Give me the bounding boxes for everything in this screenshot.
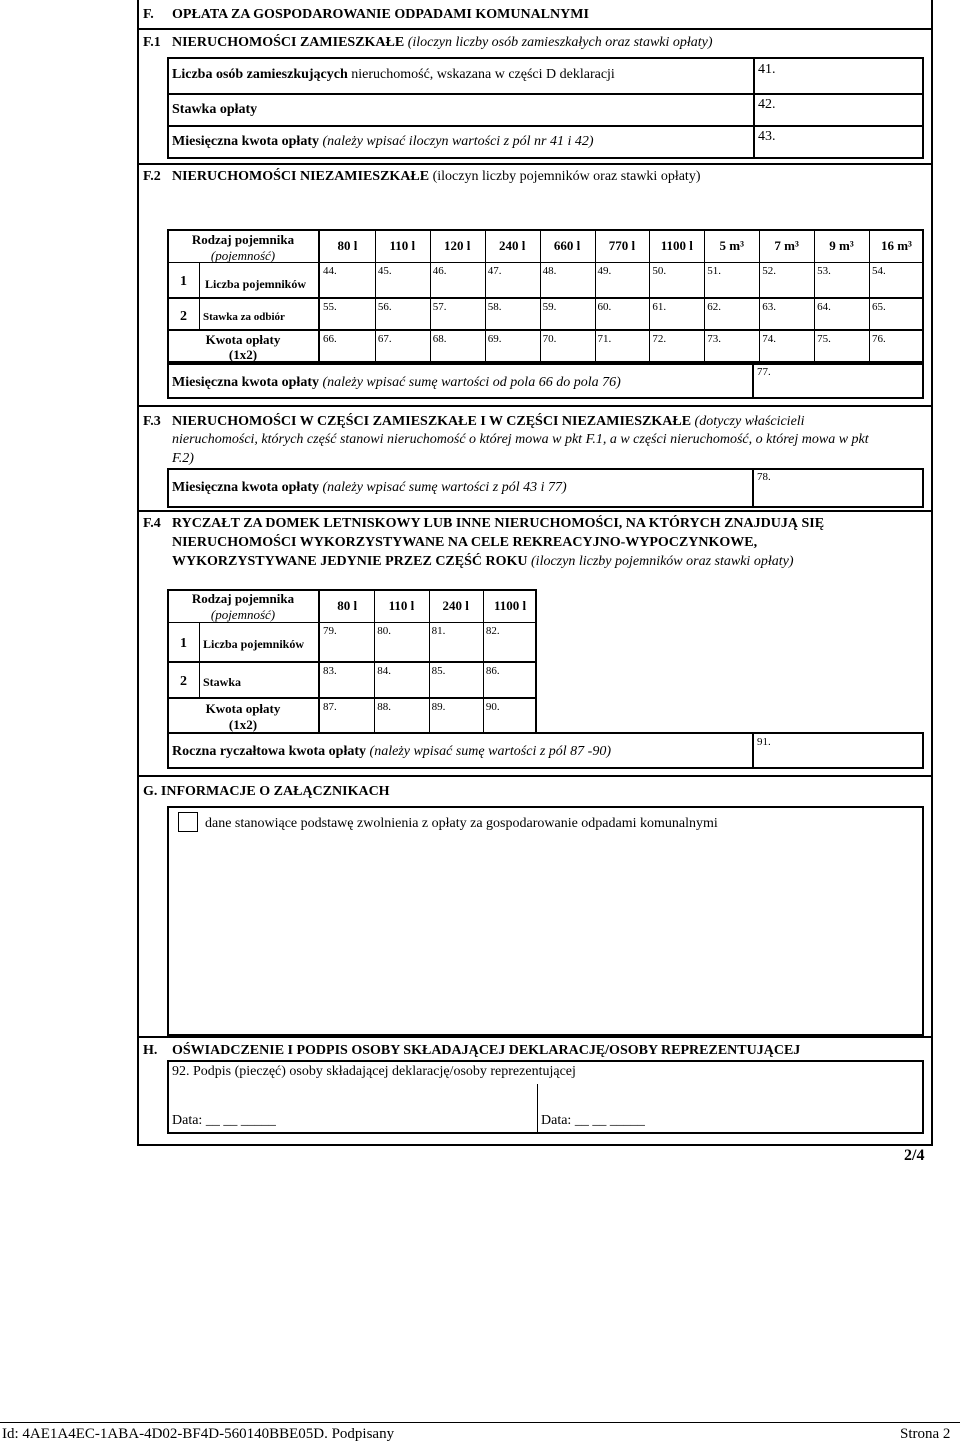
f3-sum-label <box>172 480 567 496</box>
row2-number: 2 <box>180 309 187 324</box>
f4-row-divider <box>167 697 537 699</box>
f4-row3-sub: (1x2) <box>228 717 258 732</box>
f4-row1-label: Liczba pojemników <box>203 637 305 651</box>
f2-field-number: 64. <box>817 301 831 313</box>
f1-field-number: 41. <box>758 62 776 77</box>
row3-sub: (1x2) <box>228 347 258 362</box>
f2-sum-hint: (należy wpisać sumę wartości od pola 66 do pola 76) <box>318 375 621 390</box>
f1-row-divider <box>167 93 924 95</box>
section-f1-subtitle: (iloczyn liczby osób zamieszkałych oraz stawki opłaty) <box>407 35 713 50</box>
f2-value-input[interactable] <box>377 345 428 361</box>
section-f4-title3: WYKORZYSTYWANE JEDYNIE PRZEZ CZĘŚĆ ROKU <box>172 554 528 569</box>
f4-pojemnosc-label: (pojemność) <box>210 607 276 622</box>
f4-value-input[interactable] <box>431 637 481 655</box>
rodzaj-label: Rodzaj pojemnika <box>191 232 295 247</box>
f2-field-number: 73. <box>707 333 722 345</box>
signature-divider <box>537 1084 538 1134</box>
f2-field-number: 63. <box>762 301 776 313</box>
persons-count-input[interactable] <box>790 60 920 90</box>
f2-num-divider <box>199 262 200 329</box>
f2-sum-divider <box>752 363 754 399</box>
f2-size-header: 7 m³ <box>774 238 799 253</box>
f4-num-divider <box>199 622 200 697</box>
f2-size-header: 120 l <box>444 238 471 253</box>
f4-value-input[interactable] <box>431 713 481 731</box>
f2-size-header: 240 l <box>498 238 526 253</box>
f4-rodzaj-label: Rodzaj pojemnika <box>191 591 295 606</box>
f2-value-input[interactable] <box>816 345 867 361</box>
signature-field-label: 92. Podpis (pieczęć) osoby składającej deklarację/osoby reprezentującej <box>172 1064 576 1079</box>
f1-field-number: 43. <box>758 129 776 144</box>
f2-value-input[interactable] <box>432 345 483 361</box>
signature-input-right[interactable] <box>541 1084 919 1110</box>
attachment-checkbox-label: dane stanowiące podstawę zwolnienia z opłaty za gospodarowanie odpadami komunalnymi <box>205 816 718 831</box>
f4-field-number: 84. <box>377 665 392 677</box>
f4-value-input[interactable] <box>431 677 481 695</box>
f4-value-input[interactable] <box>322 677 372 695</box>
f2-field-number: 74. <box>762 333 776 345</box>
f2-size-header: 9 m³ <box>829 238 854 253</box>
section-f3-desc1: (dotyczy właścicieli <box>694 414 805 429</box>
f2-value-input[interactable] <box>651 313 702 329</box>
f2-value-input[interactable] <box>432 313 483 329</box>
f2-size-header: 16 m³ <box>880 238 912 253</box>
f2-value-input[interactable] <box>322 277 373 293</box>
f4-row2-number: 2 <box>180 674 187 689</box>
section-f4-title1: RYCZAŁT ZA DOMEK LETNISKOWY LUB INNE NIERUCHOMOŚCI, NA KTÓRYCH ZNAJDUJĄ SIĘ <box>172 516 825 531</box>
f2-value-input[interactable] <box>816 277 867 293</box>
footer-id: Id: 4AE1A4EC-1ABA-4D02-BF4D-560140BBE05D. Podpisany <box>2 1426 395 1442</box>
pojemnosc-label: (pojemność) <box>210 248 276 263</box>
f3-sum-hint: (należy wpisać sumę wartości z pól 43 i 77) <box>318 480 567 495</box>
f4-value-input[interactable] <box>376 637 426 655</box>
f2-field-number: 61. <box>652 301 667 313</box>
f2-field-number: 50. <box>652 265 667 277</box>
f2-field-number: 53. <box>817 265 831 277</box>
section-f3-number: F.3 <box>143 414 161 429</box>
f4-sum-divider <box>752 732 754 769</box>
f2-value-input[interactable] <box>761 313 812 329</box>
f2-field-number: 72. <box>652 333 667 345</box>
f3-sum-input[interactable] <box>780 471 920 505</box>
footer-rule <box>0 1422 960 1423</box>
divider <box>137 775 933 777</box>
f1-row-label <box>172 67 615 83</box>
f2-value-input[interactable] <box>706 345 757 361</box>
f2-field-number: 62. <box>707 301 722 313</box>
section-f4-title2: NIERUCHOMOŚCI WYKORZYSTYWANE NA CELE REKREACYJNO-WYPOCZYNKOWE, <box>172 535 758 550</box>
f2-value-input[interactable] <box>597 345 648 361</box>
f4-field-number: 86. <box>485 665 500 677</box>
f4-row3-label: Kwota opłaty <box>205 701 281 716</box>
f4-value-input[interactable] <box>376 713 426 731</box>
f2-sum-input[interactable] <box>780 366 920 396</box>
f2-value-input[interactable] <box>542 277 593 293</box>
f4-sum-field-number: 91. <box>757 736 771 748</box>
divider <box>137 510 933 512</box>
f4-value-input[interactable] <box>322 713 372 731</box>
f2-value-input[interactable] <box>542 345 593 361</box>
section-h-letter: H. <box>143 1043 158 1058</box>
f2-row-divider <box>167 297 924 299</box>
f4-sum-label <box>172 744 611 760</box>
row1-label: Liczba pojemników <box>205 277 307 291</box>
f2-value-input[interactable] <box>651 345 702 361</box>
rate-input[interactable] <box>790 96 920 124</box>
f2-value-input[interactable] <box>487 277 538 293</box>
divider <box>137 28 933 30</box>
f4-field-number: 87. <box>323 701 337 713</box>
f1-row-label <box>172 134 594 150</box>
divider <box>137 405 933 407</box>
f4-sum-bold: Roczna ryczałtowa kwota opłaty <box>172 744 367 759</box>
section-f4-subtitle: (iloczyn liczby pojemników oraz stawki opłaty) <box>531 554 794 569</box>
f4-row-divider <box>167 661 537 663</box>
f1-field-number: 42. <box>758 97 776 112</box>
f2-field-number: 65. <box>872 301 886 313</box>
rate-label: Stawka opłaty <box>172 102 258 117</box>
f2-value-input[interactable] <box>377 277 428 293</box>
f2-field-number: 55. <box>323 301 337 313</box>
f4-size-header: 240 l <box>442 598 469 613</box>
f2-value-input[interactable] <box>871 277 922 293</box>
f2-field-number: 68. <box>432 333 447 345</box>
f2-field-number: 54. <box>872 265 886 277</box>
f2-field-number: 59. <box>542 301 557 313</box>
f2-size-header: 660 l <box>553 238 581 253</box>
section-f1-heading <box>172 35 713 51</box>
f4-field-number: 90. <box>485 701 500 713</box>
f2-value-input[interactable] <box>487 313 538 329</box>
f2-field-number: 70. <box>542 333 557 345</box>
f4-field-number: 79. <box>323 625 337 637</box>
f2-field-number: 56. <box>377 301 392 313</box>
f2-size-header: 770 l <box>608 238 636 253</box>
section-f-title: OPŁATA ZA GOSPODAROWANIE ODPADAMI KOMUNALNYMI <box>172 7 589 22</box>
f2-field-number: 67. <box>377 333 392 345</box>
row3-label: Kwota opłaty <box>205 332 281 347</box>
f2-field-number: 47. <box>487 265 502 277</box>
monthly-fee-input[interactable] <box>790 128 920 156</box>
f2-value-input[interactable] <box>432 277 483 293</box>
signature-input-left[interactable] <box>172 1084 532 1110</box>
f3-sum-divider <box>752 468 754 508</box>
section-f4-number: F.4 <box>143 516 161 531</box>
f1-col-divider <box>753 57 755 159</box>
row1-number: 1 <box>180 274 187 289</box>
f4-field-number: 80. <box>377 625 392 637</box>
footer-page: Strona 2 <box>900 1426 951 1442</box>
section-f-letter: F. <box>143 7 154 22</box>
section-g-title: G. INFORMACJE O ZAŁĄCZNIKACH <box>143 784 390 799</box>
f4-value-input[interactable] <box>485 637 535 655</box>
attachment-checkbox[interactable] <box>178 812 198 832</box>
f4-value-input[interactable] <box>322 637 372 655</box>
f2-value-input[interactable] <box>816 313 867 329</box>
f2-value-input[interactable] <box>761 345 812 361</box>
f2-size-header: 5 m³ <box>719 238 744 253</box>
f2-value-input[interactable] <box>322 313 373 329</box>
divider <box>137 1036 933 1038</box>
f2-row-divider <box>167 329 924 331</box>
f2-size-header: 110 l <box>389 238 416 253</box>
f4-sum-input[interactable] <box>780 736 920 766</box>
f3-sum-field-number: 78. <box>757 471 771 483</box>
f3-sum-bold: Miesięczna kwota opłaty <box>172 480 319 495</box>
f4-field-number: 82. <box>485 625 500 637</box>
date-right: Data: __ __ _____ <box>541 1113 645 1128</box>
persons-label: Liczba osób zamieszkujących <box>172 67 348 82</box>
section-f3-heading <box>172 414 805 430</box>
section-f3-desc3: F.2) <box>172 451 194 466</box>
date-left: Data: __ __ _____ <box>172 1113 276 1128</box>
f4-field-number: 89. <box>431 701 446 713</box>
row2-label: Stawka za odbiór <box>203 311 285 323</box>
f4-row2-label: Stawka <box>203 675 242 689</box>
f2-field-number: 45. <box>377 265 392 277</box>
f2-field-number: 76. <box>872 333 886 345</box>
f4-field-number: 83. <box>323 665 337 677</box>
f2-field-number: 48. <box>542 265 557 277</box>
f4-row1-number: 1 <box>180 636 187 651</box>
f2-value-input[interactable] <box>651 277 702 293</box>
f2-size-header: 80 l <box>337 238 358 253</box>
section-f3-title: NIERUCHOMOŚCI W CZĘŚCI ZAMIESZKAŁE I W CZĘŚCI NIEZAMIESZKAŁE <box>172 414 692 429</box>
f2-field-number: 49. <box>597 265 612 277</box>
section-f1-number: F.1 <box>143 35 161 50</box>
f4-value-input[interactable] <box>485 677 535 695</box>
f2-field-number: 60. <box>597 301 612 313</box>
f2-value-input[interactable] <box>487 345 538 361</box>
section-f3-desc2: nieruchomości, których część stanowi nieruchomość o której mowa w pkt F.1, a w części nieruchomość, o której mowa w pkt <box>172 432 869 447</box>
f2-value-input[interactable] <box>377 313 428 329</box>
persons-label-rest: nieruchomość, wskazana w części D deklaracji <box>347 67 615 82</box>
section-f1-title: NIERUCHOMOŚCI ZAMIESZKAŁE <box>172 35 405 50</box>
f4-value-input[interactable] <box>376 677 426 695</box>
section-f2-subtitle: (iloczyn liczby pojemników oraz stawki opłaty) <box>432 169 701 184</box>
f2-sum-bold: Miesięczna kwota opłaty <box>172 375 319 390</box>
f2-value-input[interactable] <box>322 345 373 361</box>
f2-field-number: 66. <box>323 333 337 345</box>
divider <box>137 163 933 165</box>
f2-field-number: 57. <box>432 301 447 313</box>
f2-value-input[interactable] <box>761 277 812 293</box>
f2-value-input[interactable] <box>597 277 648 293</box>
f2-value-input[interactable] <box>871 345 922 361</box>
f4-field-number: 85. <box>431 665 446 677</box>
f4-value-input[interactable] <box>485 713 535 731</box>
f2-field-number: 58. <box>487 301 502 313</box>
f2-value-input[interactable] <box>706 277 757 293</box>
f2-field-number: 52. <box>762 265 776 277</box>
f2-value-input[interactable] <box>542 313 593 329</box>
f2-value-input[interactable] <box>706 313 757 329</box>
f2-field-number: 71. <box>597 333 612 345</box>
section-f4-title3-wrap <box>172 554 793 570</box>
section-f2-heading <box>172 169 700 185</box>
f1-row-divider <box>167 125 924 127</box>
f2-field-number: 69. <box>487 333 502 345</box>
f2-field-number: 51. <box>707 265 722 277</box>
f4-field-number: 81. <box>431 625 446 637</box>
f2-field-number: 75. <box>817 333 831 345</box>
f2-field-number: 46. <box>432 265 447 277</box>
monthly-fee-hint: (należy wpisać iloczyn wartości z pól nr 41 i 42) <box>318 134 594 149</box>
section-f2-number: F.2 <box>143 169 161 184</box>
f4-field-number: 88. <box>377 701 392 713</box>
attachments-box <box>167 806 924 1036</box>
section-h-title: OŚWIADCZENIE I PODPIS OSOBY SKŁADAJĄCEJ DEKLARACJĘ/OSOBY REPREZENTUJĄCEJ <box>172 1043 801 1058</box>
section-f2-title: NIERUCHOMOŚCI NIEZAMIESZKAŁE <box>172 169 430 184</box>
f4-size-header: 1100 l <box>493 598 527 613</box>
f2-sum-label <box>172 375 621 391</box>
monthly-fee-label: Miesięczna kwota opłaty <box>172 134 319 149</box>
f2-field-number: 44. <box>323 265 337 277</box>
f4-sum-hint: (należy wpisać sumę wartości z pól 87 -90) <box>366 744 612 759</box>
f2-value-input[interactable] <box>597 313 648 329</box>
f2-size-header: 1100 l <box>660 238 693 253</box>
f2-sum-field-number: 77. <box>757 366 771 378</box>
f2-value-input[interactable] <box>871 313 922 329</box>
page-number: 2/4 <box>904 1147 925 1164</box>
f4-size-header: 110 l <box>388 598 415 613</box>
f4-size-header: 80 l <box>337 598 358 613</box>
